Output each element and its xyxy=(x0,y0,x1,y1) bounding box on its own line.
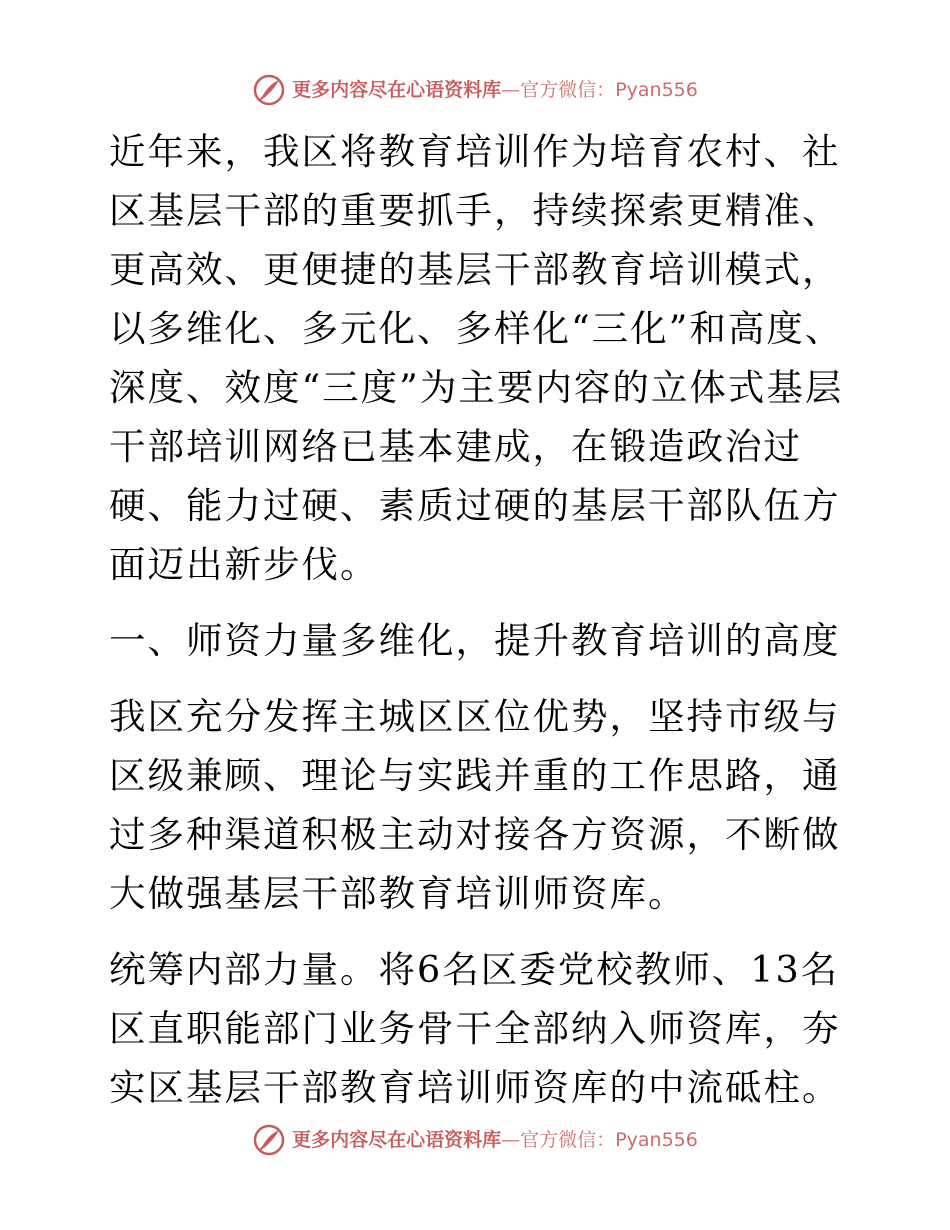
feather-quill-logo-icon xyxy=(252,1123,286,1157)
footer-watermark xyxy=(0,1120,950,1160)
header-watermark-text xyxy=(292,78,698,101)
footer-watermark-main: 更多内容尽在心语资料库 xyxy=(292,1128,502,1151)
document-body xyxy=(97,122,857,1117)
header-watermark-main: 更多内容尽在心语资料库 xyxy=(292,78,502,101)
header-watermark-wechat: Pyan556 xyxy=(615,78,698,101)
feather-quill-logo-icon xyxy=(252,73,286,107)
section-1-paragraph-2: 统筹内部力量。将6名区委党校教师、13名区直职能部门业务骨干全部纳入师资库，夯实区基层干部教育培训师资库的中流砥柱。 xyxy=(109,948,841,1109)
intro-paragraph: 近年来，我区将教育培训作为培育农村、社区基层干部的重要抓手，持续探索更精准、更高效、更便捷的基层干部教育培训模式，以多维化、多元化、多样化“三化”和高度、深度、效度“三度”为主要内容的立体式基层干部培训网络已基本建成，在锻造政治过硬、能力过硬、素质过硬的基层干部队伍方面迈出新步伐。 xyxy=(109,130,844,586)
footer-watermark-text xyxy=(292,1128,698,1151)
footer-watermark-wechat: Pyan556 xyxy=(615,1128,698,1151)
header-watermark-separator: — xyxy=(501,78,521,101)
footer-watermark-separator: — xyxy=(501,1128,521,1151)
section-heading-1: 一、师资力量多维化，提升教育培训的高度 xyxy=(109,619,841,662)
header-watermark xyxy=(0,70,950,110)
footer-watermark-sub: 官方微信： xyxy=(520,1128,616,1151)
header-watermark-sub: 官方微信： xyxy=(520,78,616,101)
section-1-paragraph-1: 我区充分发挥主城区区位优势，坚持市级与区级兼顾、理论与实践并重的工作思路，通过多种渠道积极主动对接各方资源，不断做大做强基层干部教育培训师资库。 xyxy=(109,695,841,915)
